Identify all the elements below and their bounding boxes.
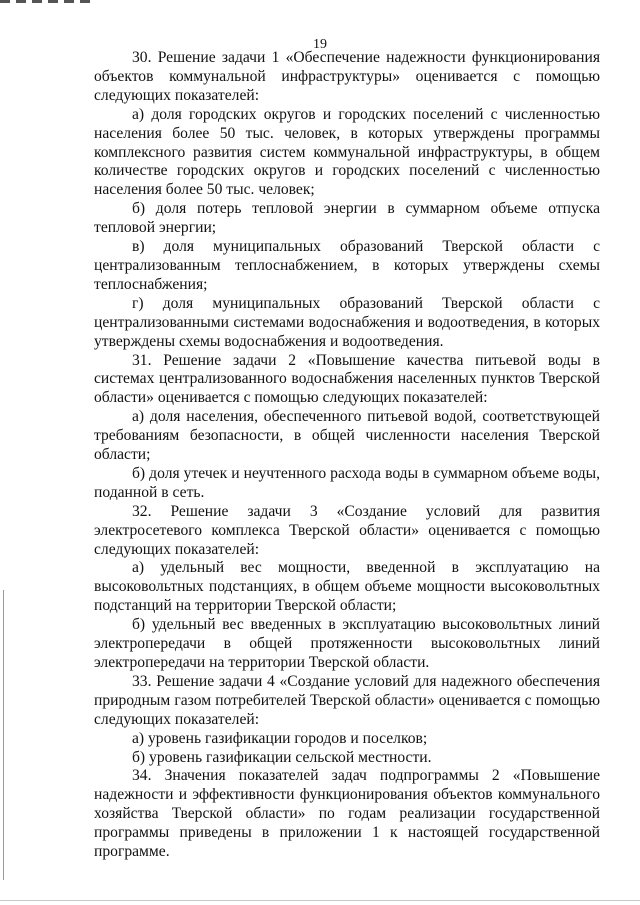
paragraph-33: 33. Решение задачи 4 «Создание условий для надежного обеспечения природным газом потребителей Тверской области» оценивается с помощью следующих показателей:: [94, 672, 600, 728]
paragraph-32-item-b: б) удельный вес введенных в эксплуатацию высоковольтных линий электропередачи в общей протяженности высоковольтных линий электропередачи на территории Тверской области.: [94, 616, 600, 671]
paragraph-30-item-b: б) доля потерь тепловой энергии в суммарном объеме отпуска тепловой энергии;: [94, 200, 600, 237]
page-number: 19: [313, 37, 327, 52]
scan-left-edge-line: [3, 590, 4, 880]
paragraph-33-item-b: б) уровень газификации сельской местности.: [132, 748, 432, 766]
paragraph-32: 32. Решение задачи 3 «Создание условий для развития электросетевого комплекса Тверской области» оценивается с помощью следующих показателей:: [94, 502, 600, 558]
paragraph-32-item-a: а) удельный вес мощности, введенной в эксплуатацию на высоковольтных подстанциях, в общем объеме мощности высоковольтных подстанций на территории Тверской области;: [94, 559, 600, 615]
paragraph-30-item-v: в) доля муниципальных образований Тверской области с централизованным теплоснабжением, в которых утверждены схемы теплоснабжения;: [94, 238, 600, 293]
scan-artifact-mark: [0, 0, 90, 3]
paragraph-31-item-a: а) доля населения, обеспеченного питьевой водой, соответствующей требованиям безопасности, в общей численности населения Тверской области;: [94, 408, 600, 464]
paragraph-33-item-a: а) уровень газификации городов и поселков;: [132, 729, 428, 747]
paragraph-31-item-b: б) доля утечек и неучтенного расхода воды в суммарном объеме воды, поданной в сеть.: [94, 464, 600, 501]
scan-bottom-edge-line: [0, 900, 640, 901]
document-body: [94, 49, 600, 862]
paragraph-30-item-g: г) доля муниципальных образований Тверской области с централизованными системами водоснабжения и водоотведения, в которых утверждены схемы водоснабжения и водоотведения.: [94, 294, 600, 350]
paragraph-31: 31. Решение задачи 2 «Повышение качества питьевой воды в системах централизованного водоснабжения населенных пунктов Тверской области» оценивается с помощью следующих показателей:: [94, 351, 600, 407]
paragraph-34: 34. Значения показателей задач подпрограммы 2 «Повышение надежности и эффективности функционирования объектов коммунального хозяйства Тверской области» по годам реализации государственной программы приведены в приложении 1 к настоящей государственной программе.: [94, 767, 600, 861]
paragraph-30-item-a: а) доля городских округов и городских поселений с численностью населения более 50 тыс. человек, в которых утверждены программы комплексного развития систем коммунальной инфраструктуры, в общем количестве городских округов и городских поселений с численностью населения более 50 тыс. человек;: [94, 105, 600, 199]
paragraph-30: 30. Решение задачи 1 «Обеспечение надежности функционирования объектов коммунальной инфраструктуры» оценивается с помощью следующих показателей:: [94, 49, 600, 104]
